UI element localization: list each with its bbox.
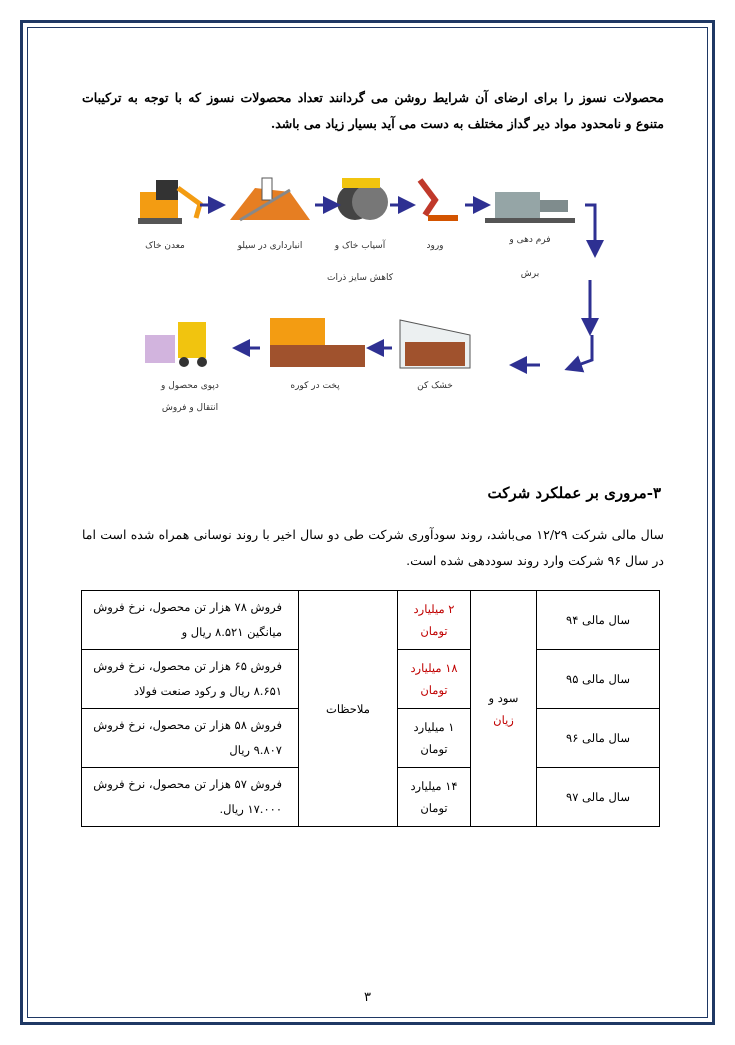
forklift-icon [145, 322, 207, 367]
notes-header: ملاحظات [299, 591, 398, 827]
step-label-input: ورود [426, 241, 444, 251]
step-label-mine: معدن خاک [145, 241, 185, 251]
year-cell: سال مالی ۹۷ [537, 768, 660, 827]
amount-cell: ۱ میلیارد تومان [398, 709, 471, 768]
silo-icon [230, 178, 310, 220]
section-paragraph: سال مالی شرکت ۱۲/۲۹ می‌باشد، روند سودآوری شرکت طی دو سال اخیر با روند نوسانی همراه شده است اما در سال ۹۶ شرکت وارد روند سوددهی شده است. [82, 527, 664, 568]
step-label-silo: انبارداری در سیلو [237, 241, 303, 251]
note-cell: فروش ۷۸ هزار تن محصول، نرخ فروش میانگین ۸.۵۲۱ ریال و [82, 591, 299, 650]
intro-paragraph: محصولات نسوز را برای ارضای آن شرایط روشن می گردانند تعداد محصولات نسوز که با توجه به ترکیبات متنوع و نامحدود مواد دیر گداز مختلف به دست می آید بسیار زیاد می باشد. [82, 90, 664, 131]
press-cutter-icon [485, 192, 575, 223]
step-label-mill-2: کاهش سایز ذرات [326, 273, 394, 283]
amount-cell: ۱۴ میلیارد تومان [398, 768, 471, 827]
mixer-icon [420, 180, 458, 221]
crusher-icon [337, 178, 388, 220]
step-label-forming: فرم دهی و [509, 235, 551, 245]
production-process-diagram [130, 170, 610, 420]
step-label-forming-2: برش [520, 269, 540, 279]
year-cell: سال مالی ۹۶ [537, 709, 660, 768]
excavator-icon [138, 180, 200, 224]
year-cell: سال مالی ۹۴ [537, 591, 660, 650]
amount-cell: ۱۸ میلیارد تومان [398, 650, 471, 709]
performance-table [81, 590, 660, 827]
step-label-storage: دپوی محصول و [161, 381, 219, 391]
page-number: ۳ [364, 990, 371, 1005]
step-label-mill: آسیاب خاک و [334, 241, 386, 251]
step-label-kiln: پخت در کوره [290, 381, 340, 391]
note-cell: فروش ۶۵ هزار تن محصول، نرخ فروش ۸.۶۵۱ ریال و رکود صنعت فولاد [82, 650, 299, 709]
note-cell: فروش ۵۷ هزار تن محصول، نرخ فروش ۱۷.۰۰۰ ریال. [82, 768, 299, 827]
dryer-icon [400, 320, 470, 368]
year-cell: سال مالی ۹۵ [537, 650, 660, 709]
profit-loss-label: سود و زیان [471, 591, 537, 827]
table-row [82, 591, 660, 650]
note-cell: فروش ۵۸ هزار تن محصول، نرخ فروش ۹.۸۰۷ ریال [82, 709, 299, 768]
step-label-dryer: خشک کن [417, 381, 453, 391]
section-heading: ۳-مروری بر عملکرد شرکت [487, 484, 661, 502]
amount-cell: ۲ میلیارد تومان [398, 591, 471, 650]
step-label-storage-2: انتقال و فروش [161, 403, 219, 413]
kiln-icon [270, 318, 365, 367]
